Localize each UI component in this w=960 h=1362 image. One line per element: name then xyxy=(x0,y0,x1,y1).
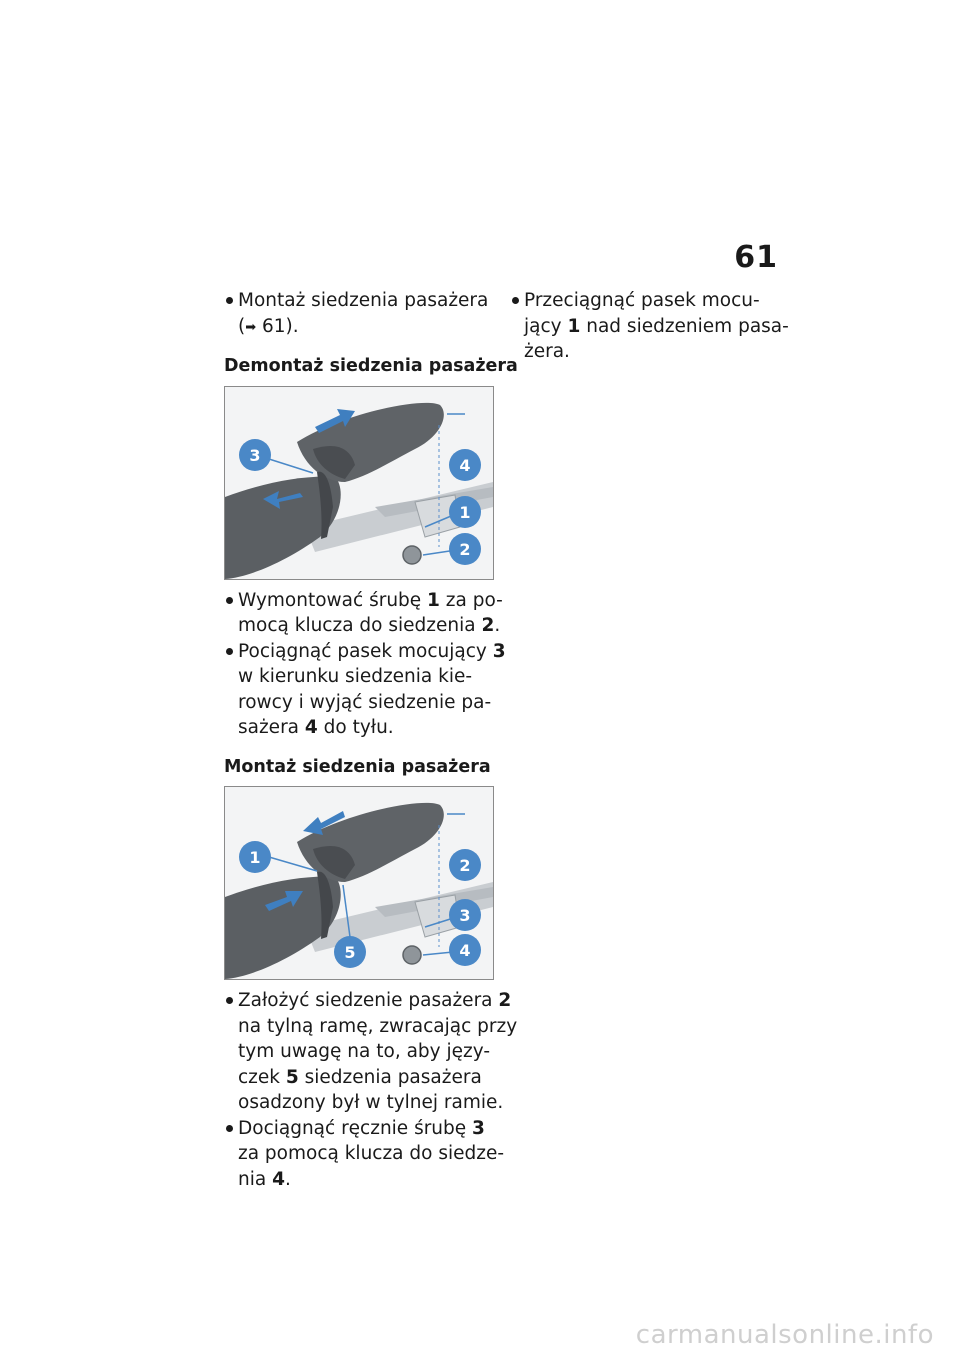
svg-text:1: 1 xyxy=(459,502,471,522)
svg-text:1: 1 xyxy=(249,848,261,867)
install-step-2: Dociągnąć ręcznie śrubę 3 za pomocą klucza do siedze- nia 4. xyxy=(224,1116,494,1193)
seat-removal-illustration xyxy=(225,387,493,579)
removal-step-2: Pociągnąć pasek mocujący 3 w kierunku siedzenia kie- rowcy i wyjąć siedzenie pa- sażera 4 do tyłu. xyxy=(224,639,494,741)
page-number: 61 xyxy=(734,240,778,275)
intro-line-1: Montaż siedzenia pasażera xyxy=(238,290,489,311)
figure-seat-installation xyxy=(224,786,494,980)
left-column xyxy=(224,288,518,1192)
svg-text:4: 4 xyxy=(459,941,471,960)
svg-text:3: 3 xyxy=(249,445,261,465)
section-heading-installation: Montaż siedzenia pasażera xyxy=(224,756,491,777)
section-heading-removal: Demontaż siedzenia pasażera xyxy=(224,356,518,376)
figure-seat-removal xyxy=(224,386,494,580)
install-step-1: Założyć siedzenie pasażera 2 na tylną ramę, zwracając przy tym uwagę na to, aby języ- czek 5 siedzenia pasażera osadzony był w tylnej ramie. xyxy=(224,988,494,1116)
seat-installation-illustration xyxy=(225,787,493,979)
intro-line-2[interactable]: (➡ 61). xyxy=(238,315,299,337)
svg-text:3: 3 xyxy=(459,906,471,925)
page-reference[interactable]: 61). xyxy=(256,315,299,337)
svg-text:2: 2 xyxy=(459,856,471,875)
arrow-right-icon: ➡ xyxy=(245,319,257,335)
removal-step-1: Wymontować śrubę 1 za po- mocą klucza do siedzenia 2. xyxy=(224,588,494,639)
right-column xyxy=(510,288,789,365)
watermark: carmanualsonline.info xyxy=(635,1320,934,1350)
svg-text:4: 4 xyxy=(459,455,471,475)
install-step-3: Przeciągnąć pasek mocu- jący 1 nad siedzeniem pasa- żera. xyxy=(510,288,760,365)
svg-text:2: 2 xyxy=(459,539,471,559)
intro-bullet xyxy=(224,288,494,340)
svg-text:5: 5 xyxy=(344,943,356,962)
